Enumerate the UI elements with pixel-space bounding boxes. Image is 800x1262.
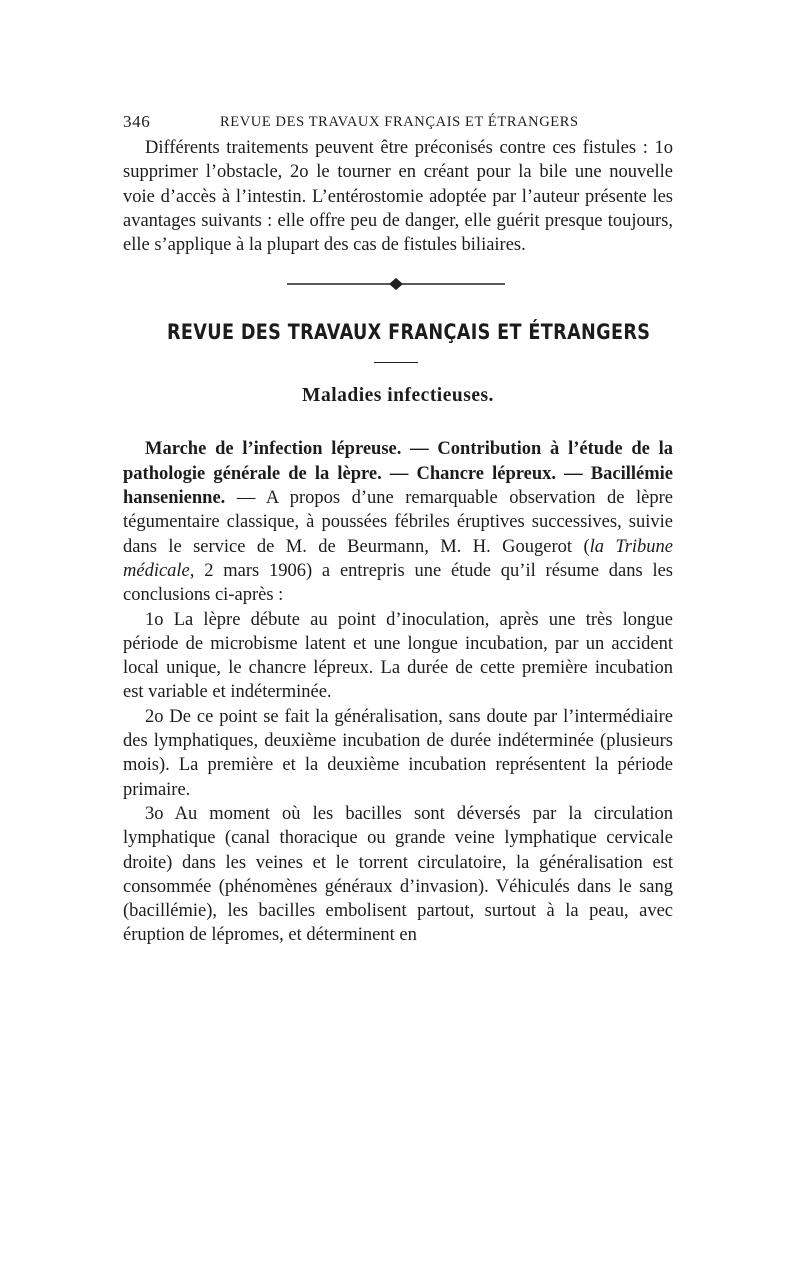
running-title: REVUE DES TRAVAUX FRANÇAIS ET ÉTRANGERS	[220, 114, 579, 130]
article-paragraph	[123, 437, 673, 607]
page-body	[123, 112, 673, 948]
point-1: 1o La lèpre débute au point d’inoculation, après une très longue période de microbisme latent et une longue incubation, par un accident local unique, le chancre lépreux. La durée de cette première incubation est variable et indéterminée.	[123, 609, 673, 703]
point-2: 2o De ce point se fait la généralisation, sans doute par l’intermédiaire des lymphatiques, deuxième incubation de durée indéterminée (plusieurs mois). La première et la deuxième incubation représentent la période primaire.	[123, 706, 673, 800]
short-rule	[374, 362, 418, 363]
intro-paragraph: Différents traitements peuvent être préconisés contre ces fistules : 1o supprimer l’obstacle, 2o le tourner en créant pour la bile une nouvelle voie d’accès à l’intestin. L’entérostomie adoptée par l’auteur présente les avantages suivants : elle offre peu de danger, elle guérit presque toujours, elle s’applique à la plupart des cas de fistules biliaires.	[123, 138, 673, 256]
article-text-1: — A propos d’une remarquable observation de lèpre tégumentaire classique, à poussées fébriles éruptives successives, suivie dans le service de M. de Beurmann, M. H. Gougerot (	[123, 488, 673, 557]
ornamental-rule	[287, 278, 505, 290]
article-text-2: 2 mars 1906) a entrepris une étude qu’il résume dans les conclusions ci-après :	[123, 560, 673, 606]
article-source: la Tribune médicale,	[123, 536, 674, 581]
point-3: 3o Au moment où les bacilles sont déversés par la circulation lymphatique (canal thoracique ou grande veine lymphatique cervicale droite) dans les veines et le torrent circulatoire, la généralisation est consommée (phénomènes généraux d’invasion). Véhiculés dans le sang (bacillémie), les bacilles embolisent partout, surtout à la peau, avec éruption de lépromes, et déterminent en	[123, 803, 673, 946]
page-number: 346	[123, 112, 151, 131]
section-title: REVUE DES TRAVAUX FRANÇAIS ET ÉTRANGERS	[167, 320, 651, 345]
article-title: Marche de l’infection lépreuse. — Contribution à l’étude de la pathologie générale de la lèpre. — Chancre lépreux. — Bacillémie hansenienne.	[123, 439, 673, 509]
running-head	[123, 112, 673, 136]
subsection-title: Maladies infectieuses.	[302, 385, 494, 407]
